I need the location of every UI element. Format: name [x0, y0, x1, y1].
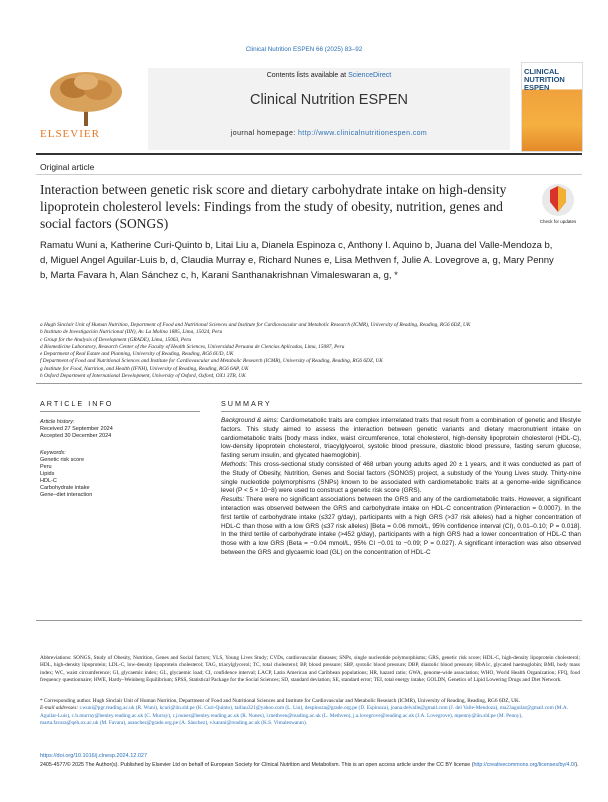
- journal-homepage: [148, 130, 510, 137]
- background-text: Cardiometabolic traits are complex interrelated traits that result from a combination of genetic and lifestyle factors. This study aimed to assess the interaction between genetic variants and dietary macronutrient intake on cardiometabolic traits [body mass index, waist circumference, total cholesterol, high-density lipoprotein cholesterol (HDL-C), low-density lipoprotein cholesterol, triacylglycerol, systolic blood pressure, diastolic blood pressure, fasting serum glucose, fasting serum insulin, and glycated haemoglobin].: [221, 417, 581, 460]
- cover-title: CLINICAL NUTRITION ESPEN: [524, 67, 565, 92]
- results-text: There were no significant associations between the GRS and any of the cardiometabolic traits. However, a significant interaction was observed between the GRS and carbohydrate intake on HDL-C concentration (Pinteraction = 0.0007). In the first tertile of carbohydrate intake (≤327 g/day), participants with a high GRS (>37 risk alleles) had a higher concentration of HDL-C than those with a low GRS (≤37 risk alleles) [Beta = 0.06 mmol/L, 95% confidence interval (CI), 0.01–0.10; P = 0.018]. In the third tertile of carbohydrate intake (>452 g/day), participants with a high GRS had a lower concentration of HDL-C than those with a low GRS (Beta = −0.04 mmol/L, 95% CI −0.01 to −0.09; P = 0.027). A significant interaction was also observed between the GRS and glycaemic load (GL) on the concentration of HDL-C: [221, 496, 581, 556]
- keyword: HDL-C: [40, 478, 57, 484]
- sciencedirect-link[interactable]: ScienceDirect: [348, 72, 392, 79]
- check-for-updates-icon[interactable]: [540, 182, 576, 218]
- affiliation: b Instituto de Investigación Nutricional (IIN), Av. La Molina 1885, Lima, 15024, Peru: [40, 329, 223, 336]
- journal-citation[interactable]: Clinical Nutrition ESPEN 66 (2025) 83–92: [245, 46, 363, 53]
- affiliation: e Department of Real Estate and Planning, University of Reading, Reading, RG6 6UD, UK: [40, 351, 234, 358]
- license-text: [40, 762, 580, 769]
- homepage-prefix: journal homepage:: [230, 130, 298, 137]
- affiliations: [40, 322, 580, 380]
- results-label: Results:: [221, 496, 245, 504]
- keyword: Genetic risk score: [40, 457, 85, 463]
- history-label: Article history:: [40, 419, 75, 425]
- divider: [36, 383, 582, 384]
- summary-text: [221, 417, 581, 558]
- divider: [36, 174, 582, 175]
- divider: [36, 620, 582, 621]
- affiliation: c Group for the Analysis of Development (GRADE), Lima, 15063, Peru: [40, 336, 192, 343]
- license-end: ).: [575, 762, 579, 768]
- publisher-name: ELSEVIER: [40, 128, 100, 140]
- keyword: Gene–diet interaction: [40, 492, 93, 498]
- summary-heading: SUMMARY: [221, 399, 272, 408]
- author-list: Ramatu Wuni a, Katherine Curi-Quinto b, Litai Liu a, Dianela Espinoza c, Anthony I. Aquino b, Juana del Valle-Mendoza b, d, Miguel Angel Aguilar-Luis b, d, Claudia Murray e, Richard Nunes e, Lisa Methven f, Julie A. Lovegrove a, g, Mary Penny b, Marta Favara h, Alan Sánchez c, h, Karani Santhanakrishnan Vimaleswaran a, g, *: [40, 240, 554, 281]
- keyword: Lipids: [40, 471, 55, 477]
- check-for-updates-label[interactable]: Check for updates: [539, 219, 577, 224]
- divider: [40, 411, 200, 412]
- affiliation: h Oxford Department of International Development, University of Oxford, Oxford, OX1 3TB, UK: [40, 373, 246, 380]
- email-links[interactable]: r.wuni@pgr.reading.ac.uk (R. Wuni), kcuri@iin.sld.pe (K. Curi-Quinto), tailiau321@yahoo.com (L. Liu), despinoza@grade.org.pe (D. Espinoza), joana.delvalle@gmail.com (J. del Valle-Mendoza), ma23aguilar@gmail.com (M.A. Aguilar-Luis), c.b.murray@henley.reading.ac.uk (C. Murray), r.j.nunes@henley.reading.ac.uk (R. Nunes), l.methven@reading.ac.uk (L. Methven), j.a.lovegrove@reading.ac.uk (J.A. Lovegrove), mpenny@iin.sld.pe (M. Penny), marta.favara@qeh.ox.ac.uk (M. Favara), asanchez@grade.org.pe (A. Sánchez), v.karani@reading.ac.uk (K.S. Vimaleswaran).: [40, 705, 568, 726]
- background-label: Background & aims:: [221, 417, 279, 424]
- methods-paragraph: [221, 461, 581, 496]
- article-info-heading: ARTICLE INFO: [40, 399, 114, 408]
- emails-label: E-mail addresses:: [40, 705, 79, 712]
- journal-title[interactable]: Clinical Nutrition ESPEN: [250, 92, 408, 108]
- email-addresses: [40, 705, 580, 727]
- correspondence-footnote: [40, 698, 580, 727]
- doi-link[interactable]: https://doi.org/10.1016/j.clnesp.2024.12.027: [40, 753, 148, 759]
- abbreviations-footnote: Abbreviations: SONGS, Study of Obesity, Nutrition, Genes and Social factors; YLS, Young Lives Study; CVDs, cardiovascular diseases; SNPs, single nucleotide polymorphisms; GRS, genetic risk score; HDL-C, high-density lipoprotein cholesterol; HDL, high-density lipoprotein; LDL-C, low-density lipoprotein cholesterol; TAG, triacylglycerol; TC, total cholesterol; BP, blood pressure; SBP, systolic blood pressure; DBP, diastolic blood pressure; HbA1c, glycated haemoglobin; BMI, body mass index; WC, waist circumference; GI, glycaemic index; GL, glycaemic load; CI, confidence interval; LACP, Latin American and Caribbean populations; HR, hazard ratio; GWA, genome-wide association; WHO, World Health Organization; FFQ, food frequency questionnaire; HWE, Hardy–Weinberg Equilibrium; SPSS, Statistical Package for the Social Sciences; SD, standard deviation; SE, standard error; TEI, total energy intake; GOLDN, Genetics of Lipid Lowering Drugs and Diet Network.: [40, 655, 580, 683]
- affiliation: d Biomedicine Laboratory, Research Center of the Faculty of Health Sciences, Universidad Peruana de Ciencias Aplicadas, Lima, 15087, Peru: [40, 343, 345, 350]
- contents-line: [148, 72, 510, 79]
- keywords-label: Keywords:: [40, 450, 66, 456]
- received-date: Received 27 September 2024: [40, 426, 113, 432]
- header-rule: [36, 153, 582, 155]
- license-statement: 2405-4577/© 2025 The Author(s). Published by Elsevier Ltd on behalf of European Society for Clinical Nutrition and Metabolism. This is an open access article under the CC BY license (: [40, 762, 474, 768]
- keyword: Peru: [40, 464, 52, 470]
- homepage-link[interactable]: http://www.clinicalnutritionespen.com: [297, 130, 428, 137]
- affiliation: g Institute for Food, Nutrition, and Health (IFNH), University of Reading, Reading, RG6 6AP, UK: [40, 365, 249, 372]
- article-info: [40, 419, 195, 499]
- accepted-date: Accepted 30 December 2024: [40, 433, 112, 439]
- affiliation: f Department of Food and Nutritional Sciences and Institute for Cardiovascular and Metabolic Research (ICMR), University of Reading, Reading, RG6 6DZ, UK: [40, 358, 383, 365]
- results-paragraph: [221, 496, 581, 558]
- corresponding-author: * Corresponding author. Hugh Sinclair Unit of Human Nutrition, Department of Food and Nutritional Sciences and Institute for Cardiovascular and Metabolic Research (ICMR), University of Reading, Reading, RG6 6DZ, UK.: [40, 698, 521, 704]
- methods-label: Methods:: [221, 460, 248, 468]
- background-paragraph: [221, 417, 581, 461]
- journal-header-box: [148, 68, 510, 150]
- methods-text: This cross-sectional study consisted of 468 urban young adults aged 20 ± 1 years, and it was conducted as part of the Study of Obesity, Nutrition, Genes and Social factors (SONGS) project, a substudy of the Young Lives study. Thirty-nine single nucleotide polymorphisms (SNPs) known to be associated with cardiometabolic traits at a genome-wide significance level (P < 5 × 10−8) were used to construct a genetic risk score (GRS).: [221, 460, 581, 495]
- keyword: Carbohydrate intake: [40, 485, 90, 491]
- contents-prefix: Contents lists available at: [266, 72, 349, 79]
- divider: [221, 411, 581, 412]
- affiliation: a Hugh Sinclair Unit of Human Nutrition, Department of Food and Nutritional Sciences and Institute for Cardiovascular and Metabolic Research (ICMR), University of Reading, Reading, RG6 6DZ, UK: [40, 322, 471, 328]
- license-link[interactable]: http://creativecommons.org/licenses/by/4.0/: [473, 762, 576, 768]
- article-title: Interaction between genetic risk score and dietary carbohydrate intake on high-density lipoprotein cholesterol levels: Findings from the study of obesity, nutrition, genes and social factors (SONGS): [40, 182, 507, 231]
- article-type: Original article: [40, 162, 95, 172]
